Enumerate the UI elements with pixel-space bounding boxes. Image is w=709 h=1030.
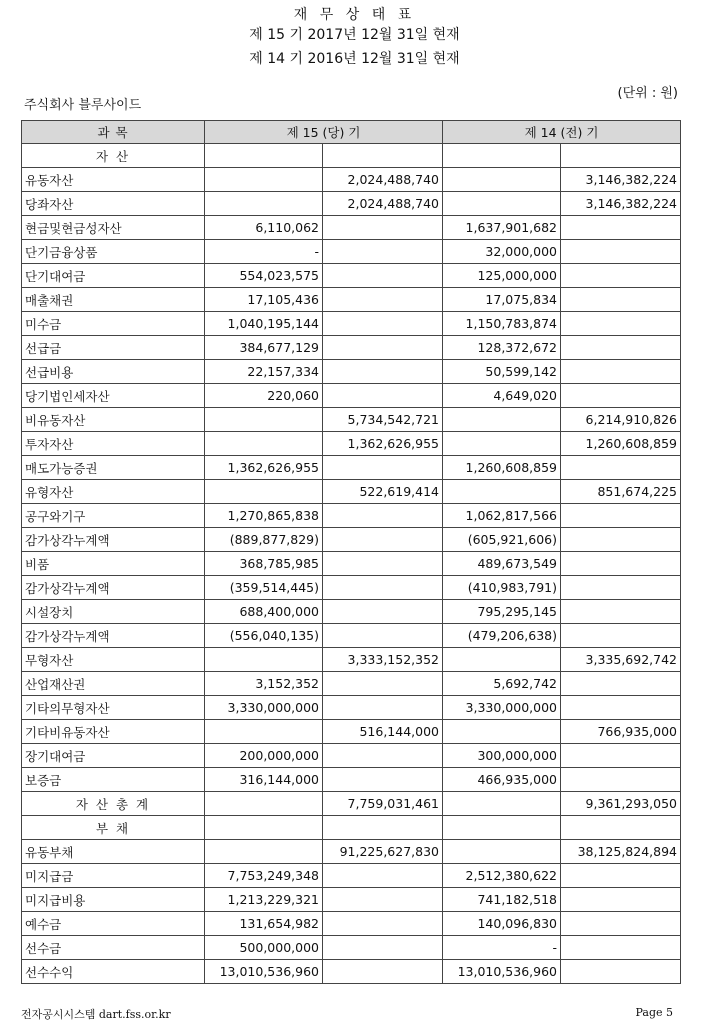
current-detail-cell: 200,000,000	[205, 744, 323, 768]
table-row	[22, 648, 681, 672]
prior-detail-cell: 2,512,380,622	[443, 864, 561, 888]
prior-detail-cell: 50,599,142	[443, 360, 561, 384]
current-total-cell	[323, 456, 443, 480]
prior-detail-cell: 795,295,145	[443, 600, 561, 624]
account-cell: 선급금	[22, 336, 205, 360]
current-detail-cell	[205, 168, 323, 192]
current-detail-cell: -	[205, 240, 323, 264]
prior-total-cell	[561, 384, 681, 408]
account-cell: 보증금	[22, 768, 205, 792]
current-detail-cell: (889,877,829)	[205, 528, 323, 552]
current-total-cell	[323, 288, 443, 312]
table-row	[22, 624, 681, 648]
current-total-cell	[323, 888, 443, 912]
prior-total-cell	[561, 768, 681, 792]
prior-total-cell	[561, 744, 681, 768]
account-cell: 감가상각누계액	[22, 528, 205, 552]
current-total-cell	[323, 624, 443, 648]
current-detail-cell: 7,753,249,348	[205, 864, 323, 888]
current-detail-cell	[205, 840, 323, 864]
prior-detail-cell: 13,010,536,960	[443, 960, 561, 984]
account-cell: 기타의무형자산	[22, 696, 205, 720]
current-total-cell	[323, 768, 443, 792]
current-detail-cell	[205, 816, 323, 840]
table-row	[22, 480, 681, 504]
table-row	[22, 216, 681, 240]
current-detail-cell: 688,400,000	[205, 600, 323, 624]
prior-period-label: 제 14 기 2016년 12월 31일 현재	[249, 51, 460, 67]
table-row	[22, 336, 681, 360]
current-detail-cell	[205, 192, 323, 216]
current-period-label: 제 15 기 2017년 12월 31일 현재	[249, 27, 460, 43]
prior-total-cell	[561, 624, 681, 648]
account-cell: 미지급금	[22, 864, 205, 888]
current-total-cell: 2,024,488,740	[323, 168, 443, 192]
current-total-cell	[323, 576, 443, 600]
current-detail-cell	[205, 480, 323, 504]
footer-source: 전자공시시스템 dart.fss.or.kr	[21, 1008, 171, 1021]
prior-total-cell: 6,214,910,826	[561, 408, 681, 432]
prior-detail-cell	[443, 480, 561, 504]
current-detail-cell	[205, 432, 323, 456]
current-total-cell	[323, 864, 443, 888]
prior-total-cell: 1,260,608,859	[561, 432, 681, 456]
account-cell: 당좌자산	[22, 192, 205, 216]
current-total-cell	[323, 696, 443, 720]
current-detail-cell: 384,677,129	[205, 336, 323, 360]
current-total-cell: 91,225,627,830	[323, 840, 443, 864]
prior-detail-cell	[443, 408, 561, 432]
prior-total-cell	[561, 696, 681, 720]
current-total-cell	[323, 144, 443, 168]
table-row	[22, 144, 681, 168]
account-cell: 선수수익	[22, 960, 205, 984]
prior-total-cell	[561, 312, 681, 336]
current-total-cell	[323, 528, 443, 552]
current-detail-cell	[205, 720, 323, 744]
account-cell: 감가상각누계액	[22, 624, 205, 648]
table-row	[22, 552, 681, 576]
account-cell: 투자자산	[22, 432, 205, 456]
prior-total-cell	[561, 912, 681, 936]
account-cell: 미지급비용	[22, 888, 205, 912]
current-total-cell	[323, 216, 443, 240]
table-row	[22, 192, 681, 216]
account-cell: 비유동자산	[22, 408, 205, 432]
prior-detail-cell: 489,673,549	[443, 552, 561, 576]
current-total-cell	[323, 312, 443, 336]
prior-total-cell	[561, 336, 681, 360]
current-detail-cell: 17,105,436	[205, 288, 323, 312]
current-total-cell	[323, 744, 443, 768]
account-cell: 감가상각누계액	[22, 576, 205, 600]
current-total-cell	[323, 552, 443, 576]
table-row	[22, 360, 681, 384]
prior-detail-cell	[443, 720, 561, 744]
table-row	[22, 240, 681, 264]
current-detail-cell	[205, 144, 323, 168]
prior-total-cell: 38,125,824,894	[561, 840, 681, 864]
table-row	[22, 504, 681, 528]
prior-total-cell	[561, 600, 681, 624]
prior-detail-cell: 1,062,817,566	[443, 504, 561, 528]
current-total-cell: 516,144,000	[323, 720, 443, 744]
current-total-cell: 3,333,152,352	[323, 648, 443, 672]
current-total-cell	[323, 264, 443, 288]
prior-total-cell	[561, 816, 681, 840]
prior-detail-cell	[443, 192, 561, 216]
prior-total-cell	[561, 288, 681, 312]
prior-total-cell	[561, 552, 681, 576]
account-cell: 매출채권	[22, 288, 205, 312]
table-row	[22, 600, 681, 624]
table-row	[22, 816, 681, 840]
table-row	[22, 696, 681, 720]
prior-total-cell	[561, 672, 681, 696]
prior-detail-cell: 3,330,000,000	[443, 696, 561, 720]
current-detail-cell: 131,654,982	[205, 912, 323, 936]
current-total-cell	[323, 816, 443, 840]
account-cell: 유동자산	[22, 168, 205, 192]
prior-detail-cell: 300,000,000	[443, 744, 561, 768]
prior-period-column-header: 제 14 (전) 기	[443, 121, 681, 144]
prior-detail-cell: 466,935,000	[443, 768, 561, 792]
prior-detail-cell	[443, 792, 561, 816]
document-title: 재 무 상 태 표	[293, 7, 416, 23]
account-cell: 현금및현금성자산	[22, 216, 205, 240]
table-row	[22, 960, 681, 984]
prior-detail-cell: (410,983,791)	[443, 576, 561, 600]
current-total-cell: 2,024,488,740	[323, 192, 443, 216]
current-total-cell	[323, 360, 443, 384]
account-cell: 자 산	[22, 144, 205, 168]
unit-label: (단위 : 원)	[617, 86, 678, 101]
prior-detail-cell	[443, 816, 561, 840]
prior-detail-cell: 4,649,020	[443, 384, 561, 408]
account-cell: 선수금	[22, 936, 205, 960]
table-row	[22, 840, 681, 864]
prior-detail-cell	[443, 432, 561, 456]
account-column-header: 과 목	[22, 121, 205, 144]
table-row	[22, 408, 681, 432]
account-cell: 유동부채	[22, 840, 205, 864]
current-detail-cell: 500,000,000	[205, 936, 323, 960]
prior-total-cell	[561, 936, 681, 960]
account-cell: 시설장치	[22, 600, 205, 624]
account-cell: 자 산 총 계	[22, 792, 205, 816]
table-row	[22, 312, 681, 336]
current-total-cell	[323, 240, 443, 264]
current-detail-cell: 368,785,985	[205, 552, 323, 576]
current-detail-cell: 3,330,000,000	[205, 696, 323, 720]
prior-detail-cell: 125,000,000	[443, 264, 561, 288]
prior-total-cell	[561, 528, 681, 552]
account-cell: 비품	[22, 552, 205, 576]
table-row	[22, 672, 681, 696]
current-total-cell	[323, 384, 443, 408]
account-cell: 기타비유동자산	[22, 720, 205, 744]
account-cell: 공구와기구	[22, 504, 205, 528]
prior-total-cell	[561, 240, 681, 264]
prior-total-cell	[561, 216, 681, 240]
current-total-cell	[323, 336, 443, 360]
table-row	[22, 576, 681, 600]
balance-sheet-table	[21, 120, 681, 984]
current-total-cell	[323, 912, 443, 936]
account-cell: 유형자산	[22, 480, 205, 504]
table-body	[22, 144, 681, 984]
table-row	[22, 384, 681, 408]
table-row	[22, 864, 681, 888]
account-cell: 장기대여금	[22, 744, 205, 768]
current-detail-cell: 1,270,865,838	[205, 504, 323, 528]
table-row	[22, 888, 681, 912]
prior-detail-cell: 1,637,901,682	[443, 216, 561, 240]
prior-detail-cell: 17,075,834	[443, 288, 561, 312]
current-detail-cell: 3,152,352	[205, 672, 323, 696]
account-cell: 당기법인세자산	[22, 384, 205, 408]
account-cell: 단기대여금	[22, 264, 205, 288]
prior-total-cell: 3,146,382,224	[561, 192, 681, 216]
table-row	[22, 264, 681, 288]
prior-total-cell	[561, 960, 681, 984]
table-row	[22, 936, 681, 960]
prior-total-cell	[561, 456, 681, 480]
prior-detail-cell	[443, 168, 561, 192]
prior-detail-cell: 128,372,672	[443, 336, 561, 360]
account-cell: 부 채	[22, 816, 205, 840]
prior-total-cell: 3,146,382,224	[561, 168, 681, 192]
table-row	[22, 456, 681, 480]
account-cell: 단기금융상품	[22, 240, 205, 264]
table-row	[22, 432, 681, 456]
current-total-cell	[323, 504, 443, 528]
table-row	[22, 768, 681, 792]
current-period-column-header: 제 15 (당) 기	[205, 121, 443, 144]
current-detail-cell: 22,157,334	[205, 360, 323, 384]
prior-detail-cell: -	[443, 936, 561, 960]
account-cell: 선급비용	[22, 360, 205, 384]
prior-total-cell	[561, 264, 681, 288]
prior-total-cell: 766,935,000	[561, 720, 681, 744]
current-total-cell	[323, 672, 443, 696]
prior-total-cell	[561, 576, 681, 600]
table-row	[22, 744, 681, 768]
account-cell: 매도가능증권	[22, 456, 205, 480]
current-detail-cell	[205, 648, 323, 672]
current-total-cell: 1,362,626,955	[323, 432, 443, 456]
prior-detail-cell: 1,150,783,874	[443, 312, 561, 336]
prior-detail-cell: (479,206,638)	[443, 624, 561, 648]
current-total-cell: 7,759,031,461	[323, 792, 443, 816]
prior-total-cell: 851,674,225	[561, 480, 681, 504]
prior-detail-cell: 1,260,608,859	[443, 456, 561, 480]
prior-detail-cell: 32,000,000	[443, 240, 561, 264]
current-detail-cell: 220,060	[205, 384, 323, 408]
current-detail-cell: (359,514,445)	[205, 576, 323, 600]
table-row	[22, 168, 681, 192]
table-row	[22, 288, 681, 312]
table-row	[22, 792, 681, 816]
current-total-cell	[323, 936, 443, 960]
prior-total-cell	[561, 864, 681, 888]
page-number: Page 5	[635, 1006, 673, 1019]
prior-total-cell	[561, 888, 681, 912]
current-detail-cell: 1,213,229,321	[205, 888, 323, 912]
current-detail-cell: 6,110,062	[205, 216, 323, 240]
prior-detail-cell: 5,692,742	[443, 672, 561, 696]
prior-detail-cell	[443, 648, 561, 672]
prior-detail-cell: 140,096,830	[443, 912, 561, 936]
table-row	[22, 528, 681, 552]
prior-detail-cell	[443, 144, 561, 168]
company-name: 주식회사 블루사이드	[24, 98, 142, 113]
prior-total-cell	[561, 504, 681, 528]
account-cell: 예수금	[22, 912, 205, 936]
current-detail-cell	[205, 408, 323, 432]
current-detail-cell: (556,040,135)	[205, 624, 323, 648]
current-detail-cell: 13,010,536,960	[205, 960, 323, 984]
current-detail-cell	[205, 792, 323, 816]
current-detail-cell: 554,023,575	[205, 264, 323, 288]
prior-detail-cell	[443, 840, 561, 864]
account-cell: 미수금	[22, 312, 205, 336]
current-detail-cell: 316,144,000	[205, 768, 323, 792]
table-header-row	[22, 121, 681, 144]
table-row	[22, 912, 681, 936]
current-detail-cell: 1,040,195,144	[205, 312, 323, 336]
table-row	[22, 720, 681, 744]
prior-total-cell: 9,361,293,050	[561, 792, 681, 816]
prior-total-cell	[561, 360, 681, 384]
prior-detail-cell: (605,921,606)	[443, 528, 561, 552]
prior-total-cell: 3,335,692,742	[561, 648, 681, 672]
account-cell: 산업재산권	[22, 672, 205, 696]
prior-detail-cell: 741,182,518	[443, 888, 561, 912]
prior-total-cell	[561, 144, 681, 168]
current-total-cell: 522,619,414	[323, 480, 443, 504]
account-cell: 무형자산	[22, 648, 205, 672]
current-total-cell	[323, 600, 443, 624]
current-total-cell: 5,734,542,721	[323, 408, 443, 432]
current-detail-cell: 1,362,626,955	[205, 456, 323, 480]
current-total-cell	[323, 960, 443, 984]
